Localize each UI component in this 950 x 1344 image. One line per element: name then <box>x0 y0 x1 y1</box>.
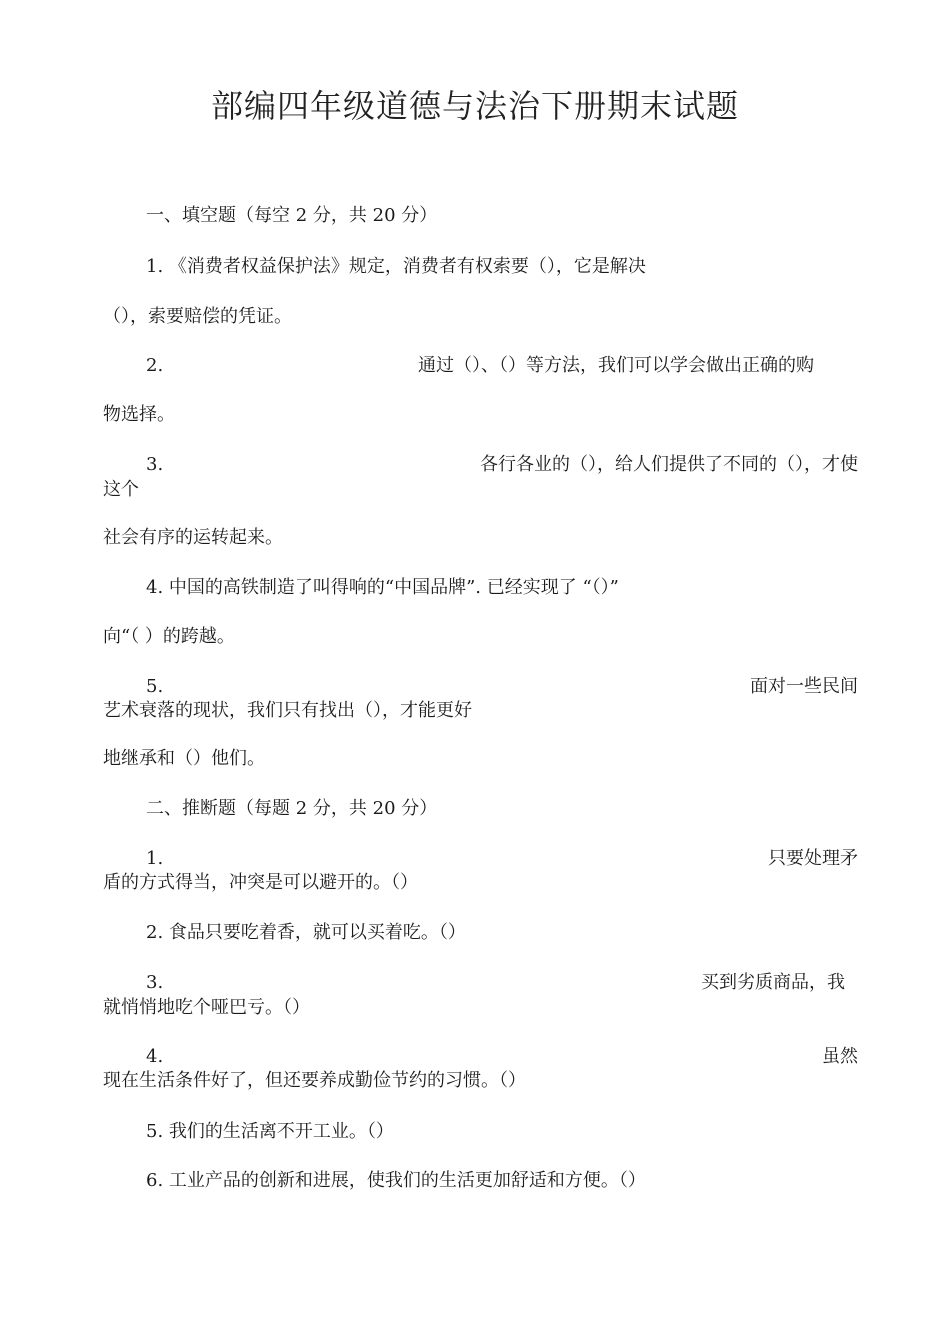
question-2-line-2: 物选择。 <box>103 404 175 425</box>
judgement-1-line-2: 盾的方式得当，冲突是可以避开的。（） <box>103 872 418 893</box>
question-2-number: 2. <box>146 355 164 376</box>
question-5-line-3: 地继承和（）他们。 <box>103 748 265 769</box>
section-heading-judgement: 二、推断题（每题 2 分，共 20 分） <box>146 798 438 819</box>
question-2-line-1: 通过（）、（）等方法，我们可以学会做出正确的购 <box>418 355 814 376</box>
page-title: 部编四年级道德与法治下册期末试题 <box>210 87 739 125</box>
question-5-number: 5. <box>146 676 164 697</box>
judgement-3-line-2: 就悄悄地吃个哑巴亏。（） <box>103 997 310 1018</box>
judgement-1-number: 1. <box>146 848 164 869</box>
question-1-line-1: 1. 《消费者权益保护法》规定，消费者有权索要（），它是解决 <box>146 256 646 277</box>
judgement-4-line-2: 现在生活条件好了，但还要养成勤俭节约的习惯。（） <box>103 1070 526 1091</box>
judgement-6: 6. 工业产品的创新和进展，使我们的生活更加舒适和方便。（） <box>146 1170 646 1191</box>
question-3-line-3: 社会有序的运转起来。 <box>103 527 283 548</box>
section-heading-fill-in: 一、填空题（每空 2 分，共 20 分） <box>146 205 438 226</box>
judgement-3-line-1: 买到劣质商品，我 <box>701 972 845 993</box>
question-5-line-1: 面对一些民间 <box>750 676 858 697</box>
judgement-5: 5. 我们的生活离不开工业。（） <box>146 1121 394 1142</box>
judgement-1-line-1: 只要处理矛 <box>768 848 858 869</box>
question-3-number: 3. <box>146 454 164 475</box>
judgement-3-number: 3. <box>146 972 164 993</box>
question-5-line-2: 艺术衰落的现状，我们只有找出（），才能更好 <box>103 700 472 721</box>
question-4-line-2: 向“（ ）的跨越。 <box>103 626 235 647</box>
question-1-line-2: （），索要赔偿的凭证。 <box>103 306 292 327</box>
question-4-line-1: 4. 中国的高铁制造了叫得响的“中国品牌”. 已经实现了 “（）” <box>146 577 619 598</box>
judgement-2: 2. 食品只要吃着香，就可以买着吃。（） <box>146 922 466 943</box>
question-3-line-1: 各行各业的（），给人们提供了不同的（），才使 <box>480 454 858 475</box>
judgement-4-line-1: 虽然 <box>822 1046 858 1067</box>
question-3-line-2: 这个 <box>103 479 139 500</box>
judgement-4-number: 4. <box>146 1046 164 1067</box>
